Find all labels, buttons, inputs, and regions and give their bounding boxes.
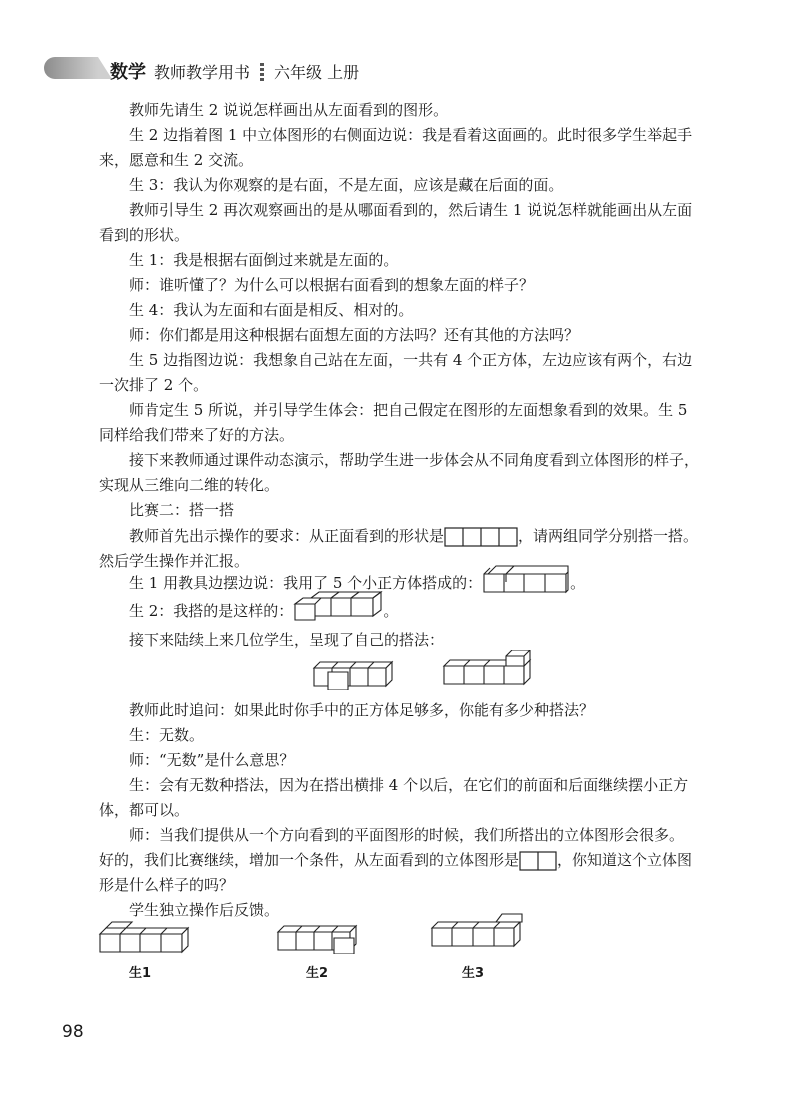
header-brand: 数学 — [110, 62, 146, 83]
text-line: 然后学生操作并汇报。 — [99, 552, 250, 570]
text-line: 教师引导生 2 再次观察画出的是从哪面看到的，然后请生 1 说说怎样就能画出从左面 — [129, 201, 693, 219]
figure-caption: 生1 — [129, 966, 152, 981]
text-line: 生：无数。 — [129, 726, 205, 744]
text-line: 生 2 边指着图 1 中立体图形的右侧面边说：我是看着这面画的。此时很多学生举起手 — [129, 126, 693, 144]
front-view-figure — [444, 527, 518, 547]
text-line: 教师先请生 2 说说怎样画出从左面看到的图形。 — [129, 101, 449, 119]
text-line: 生 4：我认为左面和右面是相反、相对的。 — [129, 301, 414, 319]
text-line: 比赛二：搭一搭 — [129, 501, 235, 519]
text-line: 看到的形状。 — [99, 226, 190, 244]
cube-figure-student1-answer — [98, 918, 192, 956]
text-line: 同样给我们带来了好的方法。 — [99, 426, 295, 444]
text-segment: 好的，我们比赛继续，增加一个条件，从左面看到的立体图形是 — [99, 851, 520, 869]
text-line: 实现从三维向二维的转化。 — [99, 476, 280, 494]
text-line: 师：“无数”是什么意思？ — [129, 751, 295, 769]
figure-caption: 生3 — [462, 966, 485, 981]
text-line: 一次排了 2 个。 — [99, 376, 209, 394]
text-line-student2 — [99, 590, 729, 626]
text-segment: 生 1 用教具边摆边说：我用了 5 个小正方体搭成的： — [129, 574, 483, 592]
text-line: 师：你们都是用这种根据右面想左面的方法吗？还有其他的方法吗？ — [129, 326, 580, 344]
header-grade: 六年级 上册 — [274, 63, 360, 82]
left-view-squares — [519, 851, 557, 871]
text-line: 生 3：我认为你观察的是右面，不是左面，应该是藏在后面的面。 — [129, 176, 564, 194]
text-line: 师：谁听懂了？为什么可以根据右面看到的想象左面的样子？ — [129, 276, 535, 294]
running-header — [110, 58, 359, 84]
text-line: 学生独立操作后反馈。 — [129, 901, 280, 919]
cube-drawing — [482, 560, 570, 594]
text-line: 接下来教师通过课件动态演示，帮助学生进一步体会从不同角度看到立体图形的样子， — [129, 451, 700, 469]
text-line-left-view — [99, 848, 729, 873]
text-segment: 教师首先出示操作的要求：从正面看到的形状是 — [129, 527, 445, 545]
text-line-front-view — [99, 524, 729, 549]
text-line: 生 5 边指图边说：我想象自己站在左面，一共有 4 个正方体，左边应该有两个，右边 — [129, 351, 693, 369]
text-line: 师：当我们提供从一个方向看到的平面图形的时候，我们所搭出的立体图形会很多。 — [129, 826, 685, 844]
cube-figure-student2-answer — [276, 924, 360, 954]
text-line: 生：会有无数种搭法，因为在搭出横排 4 个以后，在它们的前面和后面继续摆小正方 — [129, 776, 689, 794]
text-segment: ，请两组同学分别搭一搭。 — [518, 527, 699, 545]
text-line: 教师此时追问：如果此时你手中的正方体足够多，你能有多少种搭法？ — [129, 701, 595, 719]
left-view-figure — [519, 851, 557, 871]
cube-figure-student2 — [293, 590, 383, 622]
cube-figure-arrangement-b — [442, 650, 534, 686]
front-view-squares — [444, 527, 518, 547]
text-segment: 。 — [383, 602, 399, 620]
text-segment: 。 — [570, 574, 586, 592]
text-line: 生 1：我是根据右面倒过来就是左面的。 — [129, 251, 399, 269]
header-title: 教师教学用书 — [154, 63, 251, 82]
cube-drawing — [293, 590, 383, 622]
cube-figure-arrangement-a — [310, 656, 400, 690]
cube-figure-student1 — [482, 560, 570, 594]
text-segment: ，你知道这个立体图 — [557, 851, 693, 869]
page-number: 98 — [62, 1022, 84, 1042]
text-line: 体，都可以。 — [99, 801, 190, 819]
text-line: 来，愿意和生 2 交流。 — [99, 151, 254, 169]
text-line: 形是什么样子的吗？ — [99, 876, 235, 894]
text-line: 师肯定生 5 所说，并引导学生体会：把自己假定在图形的左面想象看到的效果。生 5 — [129, 401, 688, 419]
header-decoration — [44, 57, 98, 79]
cube-figure-student3-answer — [430, 912, 524, 948]
text-segment: 生 2：我搭的是这样的： — [129, 602, 294, 620]
header-separator — [260, 63, 264, 81]
figure-caption: 生2 — [306, 966, 329, 981]
text-line: 接下来陆续上来几位学生，呈现了自己的搭法： — [129, 631, 445, 649]
